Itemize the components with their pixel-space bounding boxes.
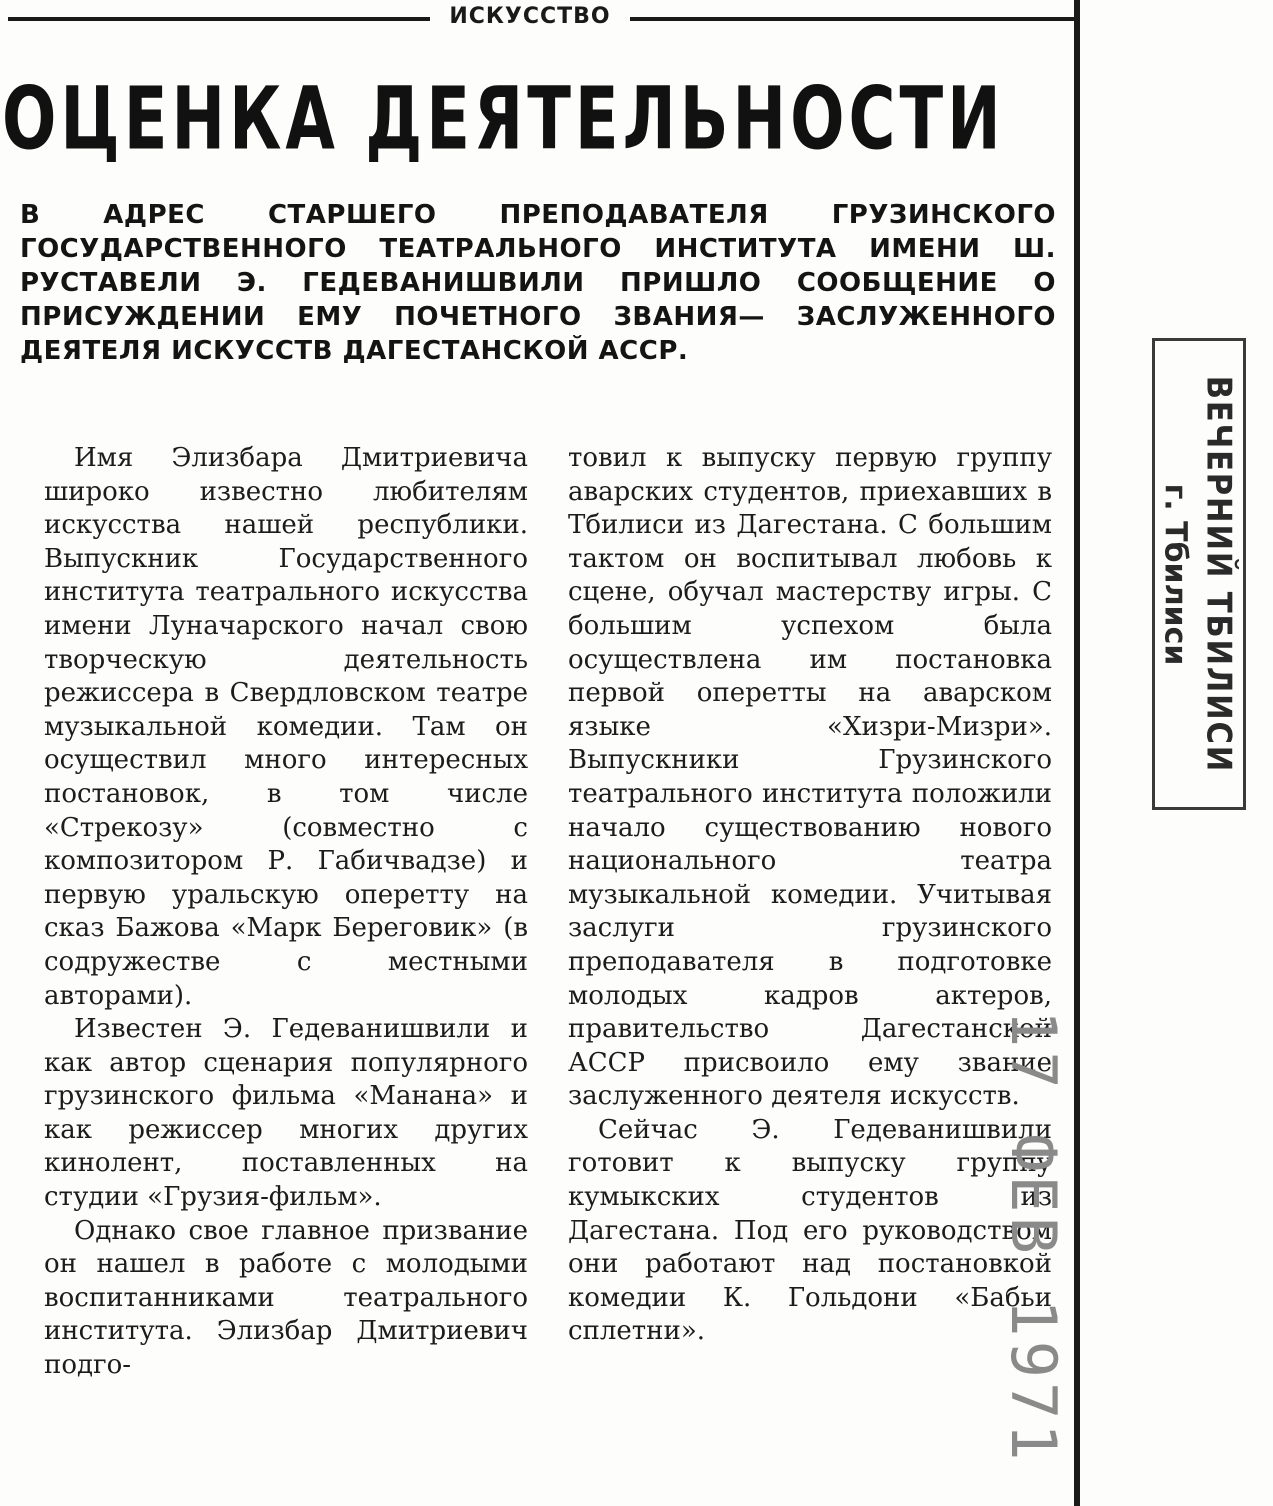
date-stamp-text: 17 ФЕВ 1971 xyxy=(997,1010,1070,1465)
stamp-newspaper-name: ВЕЧЕРНИЙ ТБИЛИСИ xyxy=(1198,375,1239,774)
paragraph: Известен Э. Гедеванишвили и как автор сценария популярного грузинского фильма «Манана» и как режиссер многих других кинолент, поставленных на студии «Грузия-фильм». xyxy=(44,1014,528,1213)
paragraph: Однако свое главное призвание он нашел в работе с молодыми воспитанниками театрального института. Элизбар Дмитриевич подго- xyxy=(44,1215,528,1381)
paragraph: товил к выпуску первую группу аварских студентов, приехавших в Тбилиси из Дагестана. С большим тактом он воспитывал любовь к сцене, обучал мастерству игры. С большим успехом была осуществлена им постановка первой оперетты на аварском языке «Хизри-Мизри». Выпускники Грузинского театрального института положили начало существованию нового национального театра музыкальной комедии. Учитывая заслуги грузинского преподавателя в подготовке молодых кадров актеров, правительство Дагестанской АССР присвоило ему звание заслуженного деятеля искусств. xyxy=(568,443,1052,1112)
stamp-city: г. Тбилиси xyxy=(1157,483,1193,666)
paragraph: Сейчас Э. Гедеванишвили готовит к выпуску группу кумыкских студентов из Дагестана. Под его руководством они работают над постановкой комедии К. Гольдони «Бабьи сплетни». xyxy=(568,1114,1052,1347)
column-border-right xyxy=(1074,0,1080,1506)
rubric-label: ИСКУССТВО xyxy=(449,4,611,29)
rubric-rule-right xyxy=(630,17,1076,21)
article-column-right xyxy=(568,442,1052,1349)
article-headline: ОЦЕНКА ДЕЯТЕЛЬНОСТИ xyxy=(2,70,1005,170)
paragraph: Имя Элизбара Дмитриевича широко известно любителям искусства нашей республики. Выпускник Государственного института театрального искусства имени Луначарского начал свою творческую деятельность режиссера в Свердловском театре музыкальной комедии. Там он осуществил много интересных постановок, в том числе «Стрекозу» (совместно с композитором Р. Габичвадзе) и первую уральскую оперетту на сказ Бажова «Марк Береговик» (в содружестве с местными авторами). xyxy=(44,443,528,1011)
article-column-left xyxy=(44,442,528,1383)
rubric-rule-left xyxy=(8,17,430,21)
article-lead: В АДРЕС СТАРШЕГО ПРЕПОДАВАТЕЛЯ ГРУЗИНСКОГО ГОСУДАРСТВЕННОГО ТЕАТРАЛЬНОГО ИНСТИТУТА ИМЕНИ Ш. РУСТАВЕЛИ Э. ГЕДЕВАНИШВИЛИ ПРИШЛО СООБЩЕНИЕ О ПРИСУЖДЕНИИ ЕМУ ПОЧЕТНОГО ЗВАНИЯ— ЗАСЛУЖЕННОГО ДЕЯТЕЛЯ ИСКУССТВ ДАГЕСТАНСКОЙ АССР. xyxy=(20,200,1056,366)
